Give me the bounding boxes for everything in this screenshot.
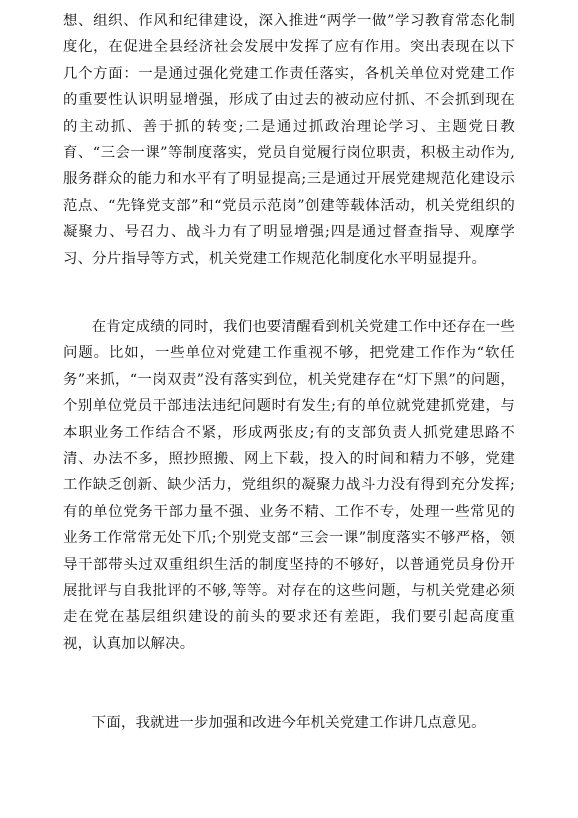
paragraph-problems: 在肯定成绩的同时，我们也要清醒看到机关党建工作中还存在一些问题。比如，一些单位对党建工作重视不够，把党建工作作为“软任务”来抓，“一岗双责”没有落实到位，机关党建存在“灯下黑”的问题，个别单位党员干部违法违纪问题时有发生;有的单位就党建抓党建，与本职业务工作结合不紧，形成两张皮;有的支部负责人抓党建思路不清、办法不多，照抄照搬、网上下载，投入的时间和精力不够，党建工作缺乏创新、缺少活力，党组织的凝聚力战斗力没有得到充分发挥;有的单位党务干部力量不强、业务不精、工作不专，处理一些常见的业务工作常常无处下爪;个别党支部“三会一课”制度落实不够严格，领导干部带头过双重组织生活的制度坚持的不够好，以普通党员身份开展批评与自我批评的不够,等等。对存在的这些问题，与机关党建必须走在党在基层组织建设的前头的要求还有差距，我们要引起高度重视，认真加以解决。 xyxy=(63,319,515,652)
paragraph-achievements: 想、组织、作风和纪律建设，深入推进“两学一做”学习教育常态化制度化，在促进全县经济社会发展中发挥了应有作用。突出表现在以下几个方面：一是通过强化党建工作责任落实，各机关单位对党建工作的重要性认识明显增强，形成了由过去的被动应付抓、不会抓到现在的主动抓、善于抓的转变;二是通过抓政治理论学习、主题党日教育、“三会一课”等制度落实，党员自觉履行岗位职责，积极主动作为,服务群众的能力和水平有了明显提高;三是通过开展党建规范化建设示范点、“先锋党支部”和“党员示范岗”创建等载体活动，机关党组织的凝聚力、号召力、战斗力有了明显增强;四是通过督查指导、观摩学习、分片指导等方式，机关党建工作规范化制度化水平明显提升。 xyxy=(63,13,515,267)
paragraph-opinions-intro: 下面，我就进一步加强和改进今年机关党建工作讲几点意见。 xyxy=(91,715,486,731)
